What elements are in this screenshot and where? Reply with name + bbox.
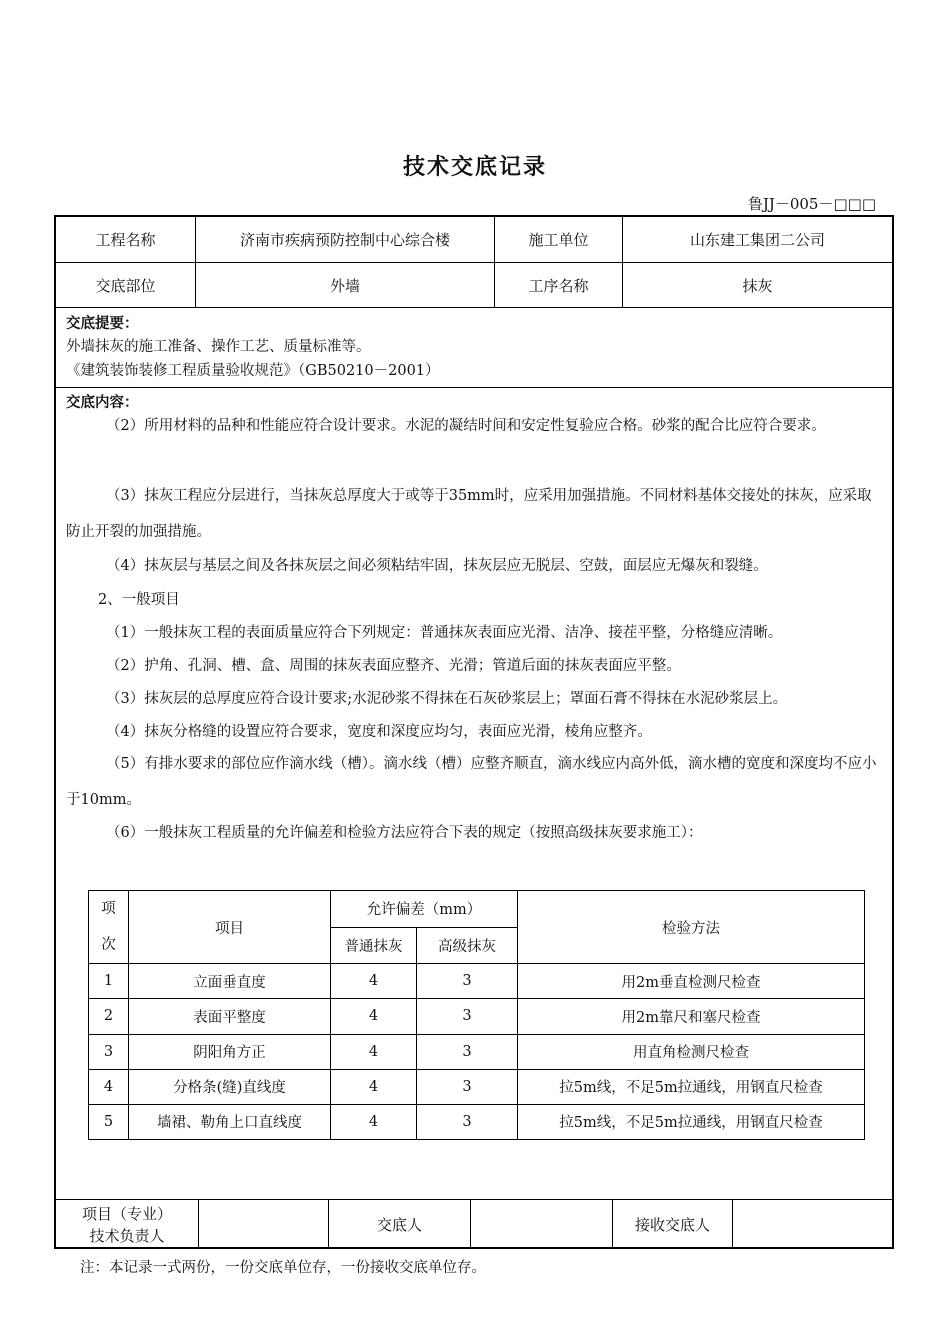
project-name-value: 济南市疾病预防控制中心综合楼	[196, 217, 495, 262]
summary-line-2: 《建筑装饰装修工程质量验收规范》（GB50210－2001）	[66, 363, 440, 379]
content-paragraph: （6）一般抹灰工程质量的允许偏差和检验方法应符合下表的规定（按照高级抹灰要求施工）：	[106, 825, 703, 841]
disclosure-part-value: 外墙	[196, 263, 495, 307]
content-paragraph: （2）护角、孔洞、槽、盒、周围的抹灰表面应整齐、光滑；管道后面的抹灰表面应平整。	[106, 658, 681, 674]
table-header-item: 项目	[129, 891, 331, 964]
receiver-label: 接收交底人	[613, 1200, 733, 1249]
process-name-label: 工序名称	[495, 263, 623, 307]
summary-section	[56, 308, 892, 388]
row-no: 2	[89, 999, 129, 1034]
table-row	[89, 1069, 865, 1104]
record-code: 鲁JJ－005－□□□	[747, 195, 876, 213]
content-paragraph: （3）抹灰层的总厚度应符合设计要求;水泥砂浆不得抹在石灰砂浆层上；罩面石膏不得抹在水泥砂浆层上。	[106, 691, 788, 707]
row-item: 立面垂直度	[129, 964, 331, 999]
row-high: 3	[417, 1034, 518, 1069]
footer-note: 注：本记录一式两份，一份交底单位存，一份接收交底单位存。	[80, 1260, 486, 1276]
row-normal: 4	[331, 1104, 417, 1139]
table-header-high: 高级抹灰	[417, 927, 518, 964]
summary-line-1: 外墙抹灰的施工准备、操作工艺、质量标准等。	[66, 339, 371, 355]
tech-leader-label-line1: 项目（专业）	[81, 1204, 172, 1223]
tech-leader-signature	[199, 1200, 329, 1249]
summary-heading: 交底提要：	[66, 316, 139, 332]
row-method: 用2m垂直检测尺检查	[518, 964, 865, 999]
table-header-method: 检验方法	[518, 891, 865, 964]
table-row	[89, 999, 865, 1034]
row-method: 拉5m线，不足5m拉通线，用钢直尺检查	[518, 1104, 865, 1139]
content-paragraph: （3）抹灰工程应分层进行，当抹灰总厚度大于或等于35mm时，应采用加强措施。不同材料基体交接处的抹灰，应采取防止开裂的加强措施。	[66, 488, 872, 540]
table-header-no-line1: 项	[101, 901, 116, 918]
construction-unit-value: 山东建工集团二公司	[689, 231, 825, 249]
row-normal: 4	[331, 1034, 417, 1069]
row-no: 5	[89, 1104, 129, 1139]
table-row	[89, 964, 865, 999]
record-form	[54, 215, 894, 1249]
row-item: 分格条(缝)直线度	[129, 1069, 331, 1104]
row-item: 墙裙、勒角上口直线度	[129, 1104, 331, 1139]
content-paragraph: （4）抹灰层与基层之间及各抹灰层之间必须粘结牢固，抹灰层应无脱层、空鼓，面层应无爆灰和裂缝。	[106, 558, 768, 574]
row-item: 表面平整度	[129, 999, 331, 1034]
row-method: 拉5m线，不足5m拉通线，用钢直尺检查	[518, 1069, 865, 1104]
content-paragraph: 2、一般项目	[98, 592, 180, 608]
content-paragraph: （4）抹灰分格缝的设置应符合要求，宽度和深度应均匀，表面应光滑，棱角应整齐。	[106, 724, 652, 740]
row-normal: 4	[331, 1069, 417, 1104]
row-method: 用2m靠尺和塞尺检查	[518, 999, 865, 1034]
tech-leader-label-line2: 技术负责人	[89, 1226, 165, 1245]
project-name-label: 工程名称	[56, 217, 196, 262]
page-title: 技术交底记录	[402, 155, 547, 180]
row-no: 3	[89, 1034, 129, 1069]
receiver-signature	[733, 1200, 892, 1249]
content-heading: 交底内容：	[66, 395, 139, 411]
table-header-no-line2: 次	[101, 937, 116, 954]
table-header-no	[89, 891, 129, 964]
header-row-project	[56, 217, 892, 263]
row-no: 1	[89, 964, 129, 999]
signature-row	[56, 1200, 892, 1249]
header-row-part	[56, 263, 892, 308]
table-header-deviation: 允许偏差（mm）	[331, 891, 518, 928]
row-high: 3	[417, 1069, 518, 1104]
row-high: 3	[417, 999, 518, 1034]
table-row	[89, 1034, 865, 1069]
discloser-label: 交底人	[329, 1200, 471, 1249]
process-name-value: 抹灰	[742, 276, 773, 295]
content-paragraph: （5）有排水要求的部位应作滴水线（槽）。滴水线（槽）应整齐顺直，滴水线应内高外低，滴水槽的宽度和深度均不应小于10mm。	[66, 756, 877, 808]
tolerance-table	[88, 890, 865, 1140]
row-high: 3	[417, 1104, 518, 1139]
row-normal: 4	[331, 964, 417, 999]
tech-leader-label	[56, 1200, 199, 1249]
row-high: 3	[417, 964, 518, 999]
row-item: 阴阳角方正	[129, 1034, 331, 1069]
table-row	[89, 1104, 865, 1139]
content-paragraph: （2）所用材料的品种和性能应符合设计要求。水泥的凝结时间和安定性复验应合格。砂浆的配合比应符合要求。	[106, 418, 826, 434]
discloser-signature	[471, 1200, 613, 1249]
construction-unit-label: 施工单位	[495, 217, 623, 262]
disclosure-part-label: 交底部位	[56, 263, 196, 307]
row-normal: 4	[331, 999, 417, 1034]
row-no: 4	[89, 1069, 129, 1104]
table-header-normal: 普通抹灰	[331, 927, 417, 964]
row-method: 用直角检测尺检查	[518, 1034, 865, 1069]
content-paragraph: （1）一般抹灰工程的表面质量应符合下列规定：普通抹灰表面应光滑、洁净、接茬平整，分格缝应清晰。	[106, 625, 783, 641]
